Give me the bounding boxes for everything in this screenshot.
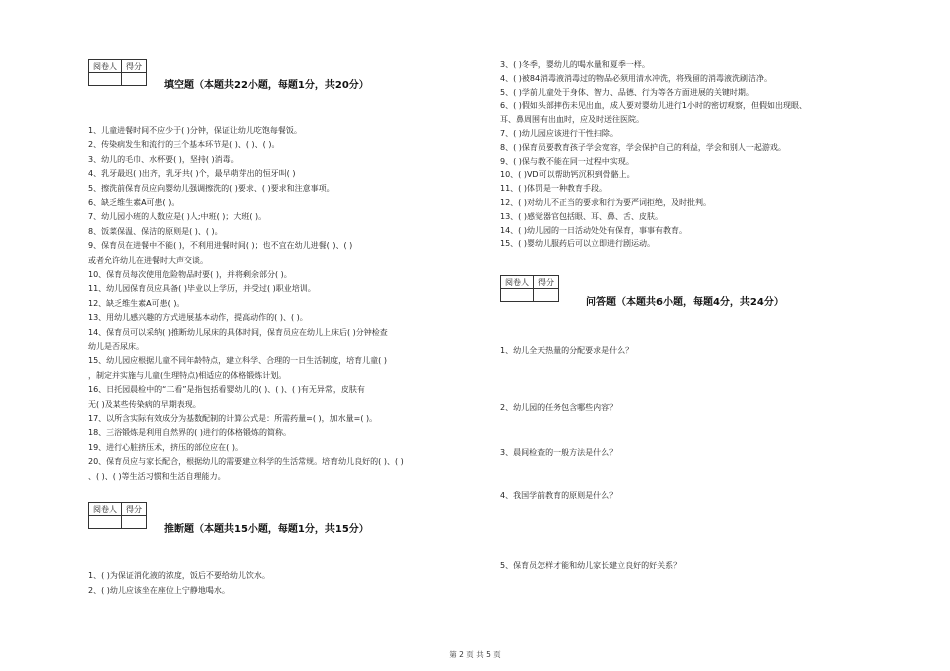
question-line: 8、( )保育员要教育孩子学会宽容，学会保护自己的利益，学会和别人一起游戏。	[500, 142, 786, 152]
question-line: 2、传染病发生和流行的三个基本环节是( )、( )、( )。	[88, 140, 280, 150]
score-box-fill	[88, 59, 147, 86]
question-line: 8、饭菜保温、保洁的原则是( )、( )。	[88, 226, 223, 236]
qa-question: 4、我国学前教育的原则是什么？	[500, 491, 618, 500]
question-line: 或者允许幼儿在进餐时大声交谈。	[88, 255, 208, 265]
question-line: 17、以所含实际有效成分为基数配制的计算公式是：所需药量=( )，加水量=( )。	[88, 414, 378, 423]
question-line: 14、( )幼儿园的一日活动处处有保育，事事有教育。	[500, 225, 687, 235]
question-line: 7、( )幼儿园应该进行干性扫除。	[500, 129, 618, 138]
question-line: 6、缺乏维生素A可患( )。	[88, 198, 180, 207]
score-label: 得分	[122, 503, 147, 516]
reviewer-cell[interactable]	[89, 73, 122, 86]
question-line: 13、( )感觉器官包括眼、耳、鼻、舌、皮肤。	[500, 211, 663, 221]
question-line: 7、幼儿园小班的人数应是( )人;中班( )；大班( )。	[88, 212, 267, 222]
question-line: 10、( )VD可以帮助钙沉积到骨骼上。	[500, 170, 635, 180]
question-line: 9、保育员在进餐中不能( )，不利用进餐时间( )；也不宜在幼儿进餐( )、( )	[88, 241, 353, 251]
reviewer-label: 阅卷人	[501, 276, 534, 289]
judge-section-title: 推断题（本题共15小题，每题1分，共15分）	[164, 524, 369, 535]
score-label: 得分	[122, 60, 147, 73]
reviewer-cell[interactable]	[89, 516, 122, 529]
reviewer-label: 阅卷人	[89, 503, 122, 516]
question-line: 2、( )幼儿应该坐在座位上宁静地喝水。	[88, 586, 230, 595]
qa-question: 5、保育员怎样才能和幼儿家长建立良好的好关系？	[500, 561, 682, 570]
reviewer-cell[interactable]	[501, 289, 534, 302]
question-line: ，制定并实施与儿童(生理特点)相适应的体格锻炼计划。	[88, 370, 287, 380]
question-line: 3、幼儿的毛巾、水杯要( )，坚持( )消毒。	[88, 154, 239, 164]
question-line: 3、( )冬季，婴幼儿的喝水量和夏季一样。	[500, 60, 650, 69]
score-box-judge	[88, 502, 147, 529]
question-line: 11、幼儿园保育员应具备( )毕业以上学历，并受过( )职业培训。	[88, 284, 316, 294]
question-line: 4、乳牙最迟( )出齐，乳牙共( )个，最早萌芽出的恒牙叫( )	[88, 169, 296, 179]
qa-question: 1、幼儿全天热量的分配要求是什么？	[500, 346, 634, 355]
question-line: 幼儿是否尿床。	[88, 342, 144, 351]
question-line: 12、( )对幼儿不正当的要求和行为要严词拒绝，及时批判。	[500, 198, 711, 207]
question-line: 1、( )为保证消化液的浓度，饭后不要给幼儿饮水。	[88, 571, 270, 580]
score-box-qa	[500, 275, 559, 302]
question-line: 16、日托园晨检中的“二看”是指包括看婴幼儿的( )、( )、( )有无异常，皮肤有	[88, 385, 365, 395]
qa-question: 2、幼儿园的任务包含哪些内容？	[500, 403, 618, 412]
question-line: 无( )及某些传染病的早期表现。	[88, 399, 201, 409]
score-cell[interactable]	[122, 73, 147, 86]
score-cell[interactable]	[534, 289, 559, 302]
question-line: 15、( )婴幼儿服药后可以立即进行剧运动。	[500, 239, 655, 249]
question-line: 13、用幼儿感兴趣的方式进展基本动作，提高动作的( )、( )。	[88, 313, 308, 323]
question-line: 1、儿童进餐时间不应少于( )分钟，保证让幼儿吃饱每餐饭。	[88, 126, 302, 135]
score-label: 得分	[534, 276, 559, 289]
question-line: 6、( )假如头部摔伤未见出血，成人要对婴幼儿进行1小时的密切观察，但假如出现眼、	[500, 101, 807, 111]
question-line: 9、( )保与教不能在同一过程中实现。	[500, 156, 634, 166]
question-line: 10、保育员每次使用危险物品时要( )，并将剩余部分( )。	[88, 270, 292, 279]
qa-section-title: 问答题（本题共6小题，每题4分，共24分）	[586, 297, 784, 308]
question-line: 11、( )体罚是一种教育手段。	[500, 184, 607, 194]
page-footer: 第 2 页 共 5 页	[449, 650, 501, 659]
fill-section-title: 填空题（本题共22小题，每题1分，共20分）	[164, 80, 369, 91]
score-cell[interactable]	[122, 516, 147, 529]
question-line: 20、保育员应与家长配合，根据幼儿的需要建立科学的生活常规。培育幼儿良好的( )、( )	[88, 457, 404, 467]
question-line: 5、( )学前儿童处于身体、智力、品德、行为等各方面进展的关键时期。	[500, 87, 754, 97]
question-line: 15、幼儿园应根据儿童不同年龄特点，建立科学、合理的一日生活制度，培育儿童( )	[88, 356, 387, 366]
reviewer-label: 阅卷人	[89, 60, 122, 73]
question-line: 5、擦洗前保育员应向婴幼儿强调擦洗的( )要求、( )要求和注意事项。	[88, 183, 335, 193]
question-line: 、( )、( )等生活习惯和生活自理能力。	[88, 471, 226, 481]
question-line: 4、( )被84消毒液消毒过的物品必须用清水冲洗，将残留的消毒液洗刷洁净。	[500, 73, 773, 83]
question-line: 19、进行心脏挤压术，挤压的部位应在( )。	[88, 442, 243, 452]
question-line: 14、保育员可以采纳( )推断幼儿尿床的具体时间，保育员应在幼儿上床后( )分钟检查	[88, 327, 388, 337]
question-line: 18、三浴锻炼是利用自然界的( )进行的体格锻炼的简称。	[88, 428, 291, 438]
qa-question: 3、晨间检查的一般方法是什么？	[500, 448, 618, 457]
question-line: 耳、鼻周围有出血时，应及时送往医院。	[500, 115, 644, 125]
question-line: 12、缺乏维生素A可患( )。	[88, 298, 185, 308]
